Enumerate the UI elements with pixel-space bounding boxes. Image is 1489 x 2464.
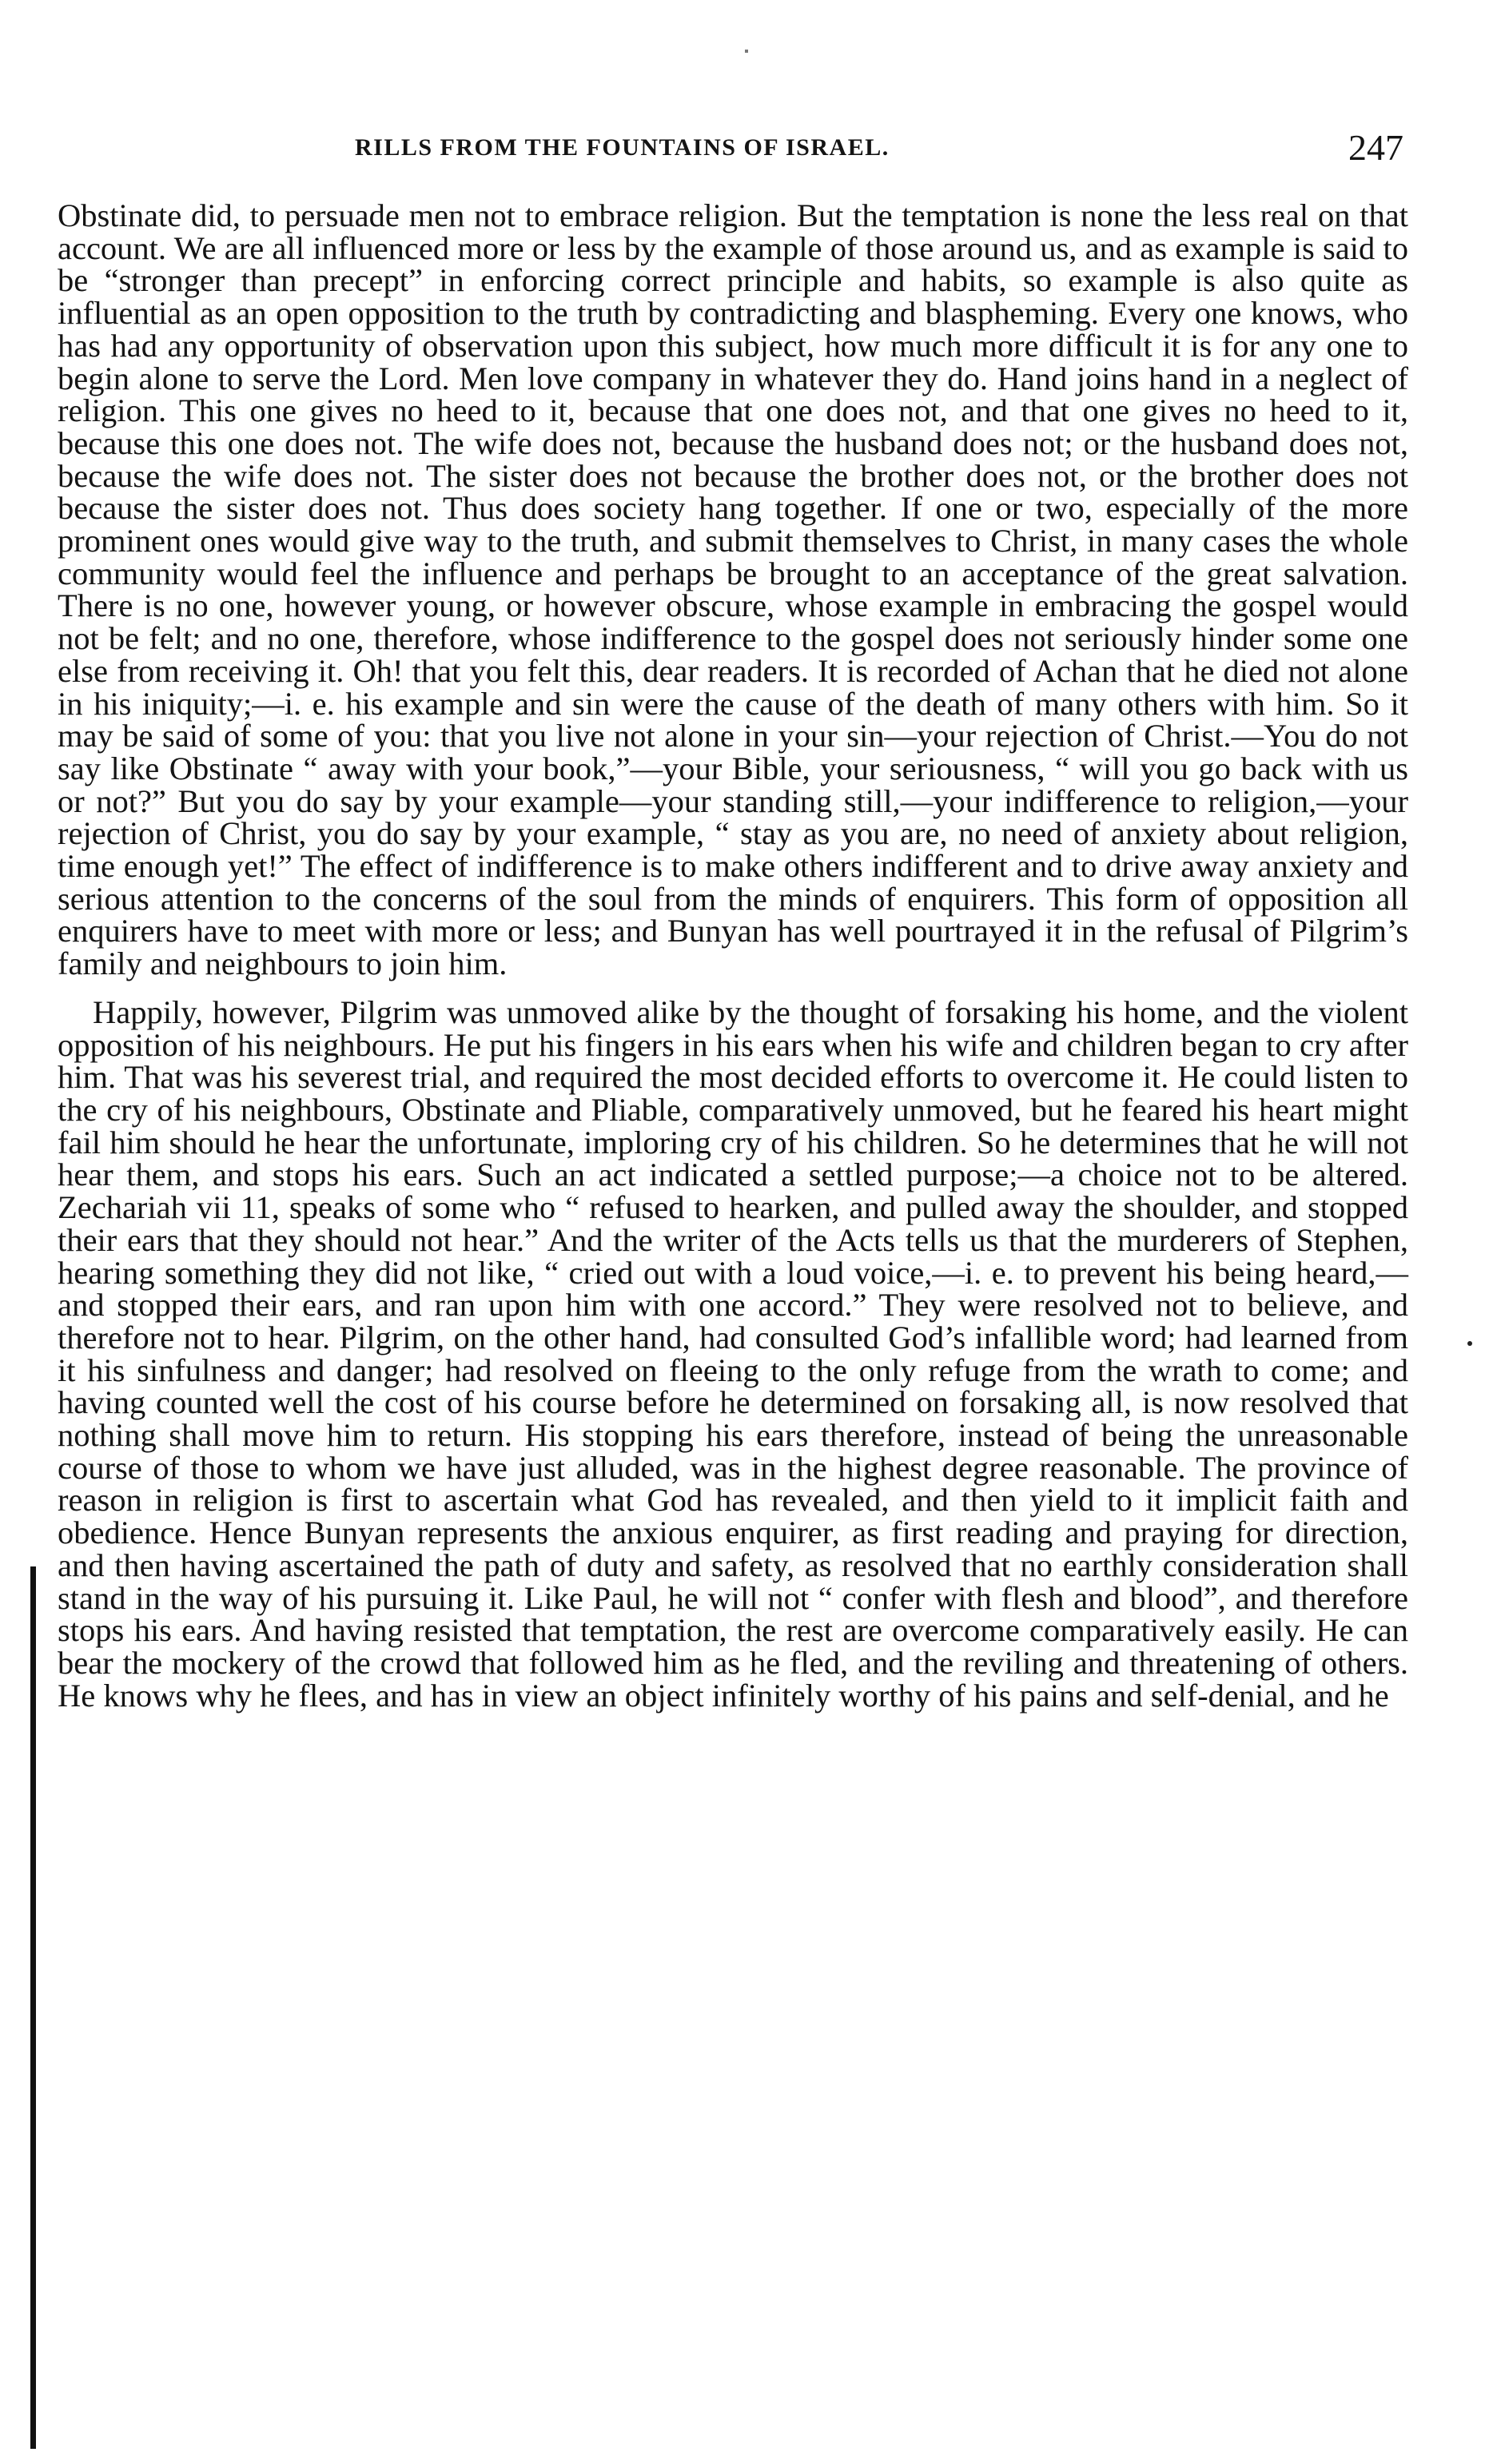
paragraph-2: Happily, however, Pilgrim was unmoved alike by the thought of forsaking his home, and the violent opposition of his neighbours. He put his fingers in his ears when his wife and children began to cry after him. That was his severest trial, and required the most decided efforts to overcome it. He could listen to the cry of his neighbours, Obstinate and Pliable, comparatively unmoved, but he feared his heart might fail him should he hear the unfortunate, imploring cry of his children. So he determines that he will not hear them, and stops his ears. Such an act indicated a settled purpose;—a choice not to be altered. Zechariah vii 11, speaks of some who “ refused to hearken, and pulled away the shoulder, and stopped their ears that they should not hear.” And the writer of the Acts tells us that the murderers of Stephen, hearing something they did not like, “ cried out with a loud voice,—i. e. to prevent his being heard,—and stopped their ears, and ran upon him with one accord.” They were resolved not to believe, and therefore not to hear. Pilgrim, on the other hand, had consulted God’s infallible word; had learned from it his sinfulness and danger; had resolved on fleeing to the only refuge from the wrath to come; and having counted well the cost of his course before he determined on forsaking all, is now resolved that nothing shall move him to return. His stopping his ears therefore, instead of being the unreasonable course of those to whom we have just alluded, was in the highest degree reasonable. The province of reason in religion is first to ascertain what God has revealed, and then yield to it implicit faith and obedience. Hence Bunyan represents the anxious enquirer, as first reading and praying for direction, and then having ascertained the path of duty and safety, as resolved that no earthly consideration shall stand in the way of his pursuing it. Like Paul, he will not “ confer with flesh and blood”, and therefore stops his ears. And having resisted that temptation, the rest are overcome comparatively easily. He can bear the mockery of the crowd that followed him as he fled, and the reviling and threatening of others. He knows why he flees, and has in view an object infinitely worthy of his pains and self-denial, and he (58, 993, 1408, 1714)
page-number: 247 (1348, 127, 1403, 168)
margin-dot (1467, 1341, 1472, 1346)
body-text (58, 197, 1408, 1728)
page-header (58, 127, 1408, 182)
paragraph-1: Obstinate did, to persuade men not to embrace religion. But the temptation is none the less real on that account. We are all influenced more or less by the example of those around us, and as example is said to be “stronger than precept” in enforcing correct principle and habits, so example is also quite as influential as an open opposition to the truth by contradicting and blaspheming. Every one knows, who has had any opportunity of observation upon this subject, how much more difficult it is for any one to begin alone to serve the Lord. Men love company in whatever they do. Hand joins hand in a neglect of religion. This one gives no heed to it, because that one does not, and that one gives no heed to it, because this one does not. The wife does not, because the husband does not; or the husband does not, because the wife does not. The sister does not because the brother does not, or the brother does not because the sister does not. Thus does society hang together. If one or two, especially of the more prominent ones would give way to the truth, and submit themselves to Christ, in many cases the whole community would feel the influence and perhaps be brought to an acceptance of the great salvation. There is no one, however young, or however obscure, whose example in embracing the gospel would not be felt; and no one, therefore, whose indifference to the gospel does not seriously hinder some one else from receiving it. Oh! that you felt this, dear readers. It is recorded of Achan that he died not alone in his iniquity;—i. e. his example and sin were the cause of the death of many others with him. So it may be said of some of you: that you live not alone in your sin—your rejection of Christ.—You do not say like Obstinate “ away with your book,”—your Bible, your seriousness, “ will you go back with us or not?” But you do say by your example—your standing still,—your indifference to religion,—your rejection of Christ, you do say by your example, “ stay as you are, no need of anxiety about religion, time enough yet!” The effect of indifference is to make others indifferent and to drive away anxiety and serious attention to the concerns of the soul from the minds of enquirers. This form of opposition all enquirers have to meet with more or less; and Bunyan has well pourtrayed it in the refusal of Pilgrim’s family and neighbours to join him. (58, 197, 1408, 982)
running-title: RILLS FROM THE FOUNTAINS OF ISRAEL. (355, 134, 890, 161)
print-speck (745, 50, 748, 53)
margin-marker-bar (30, 1566, 36, 2449)
